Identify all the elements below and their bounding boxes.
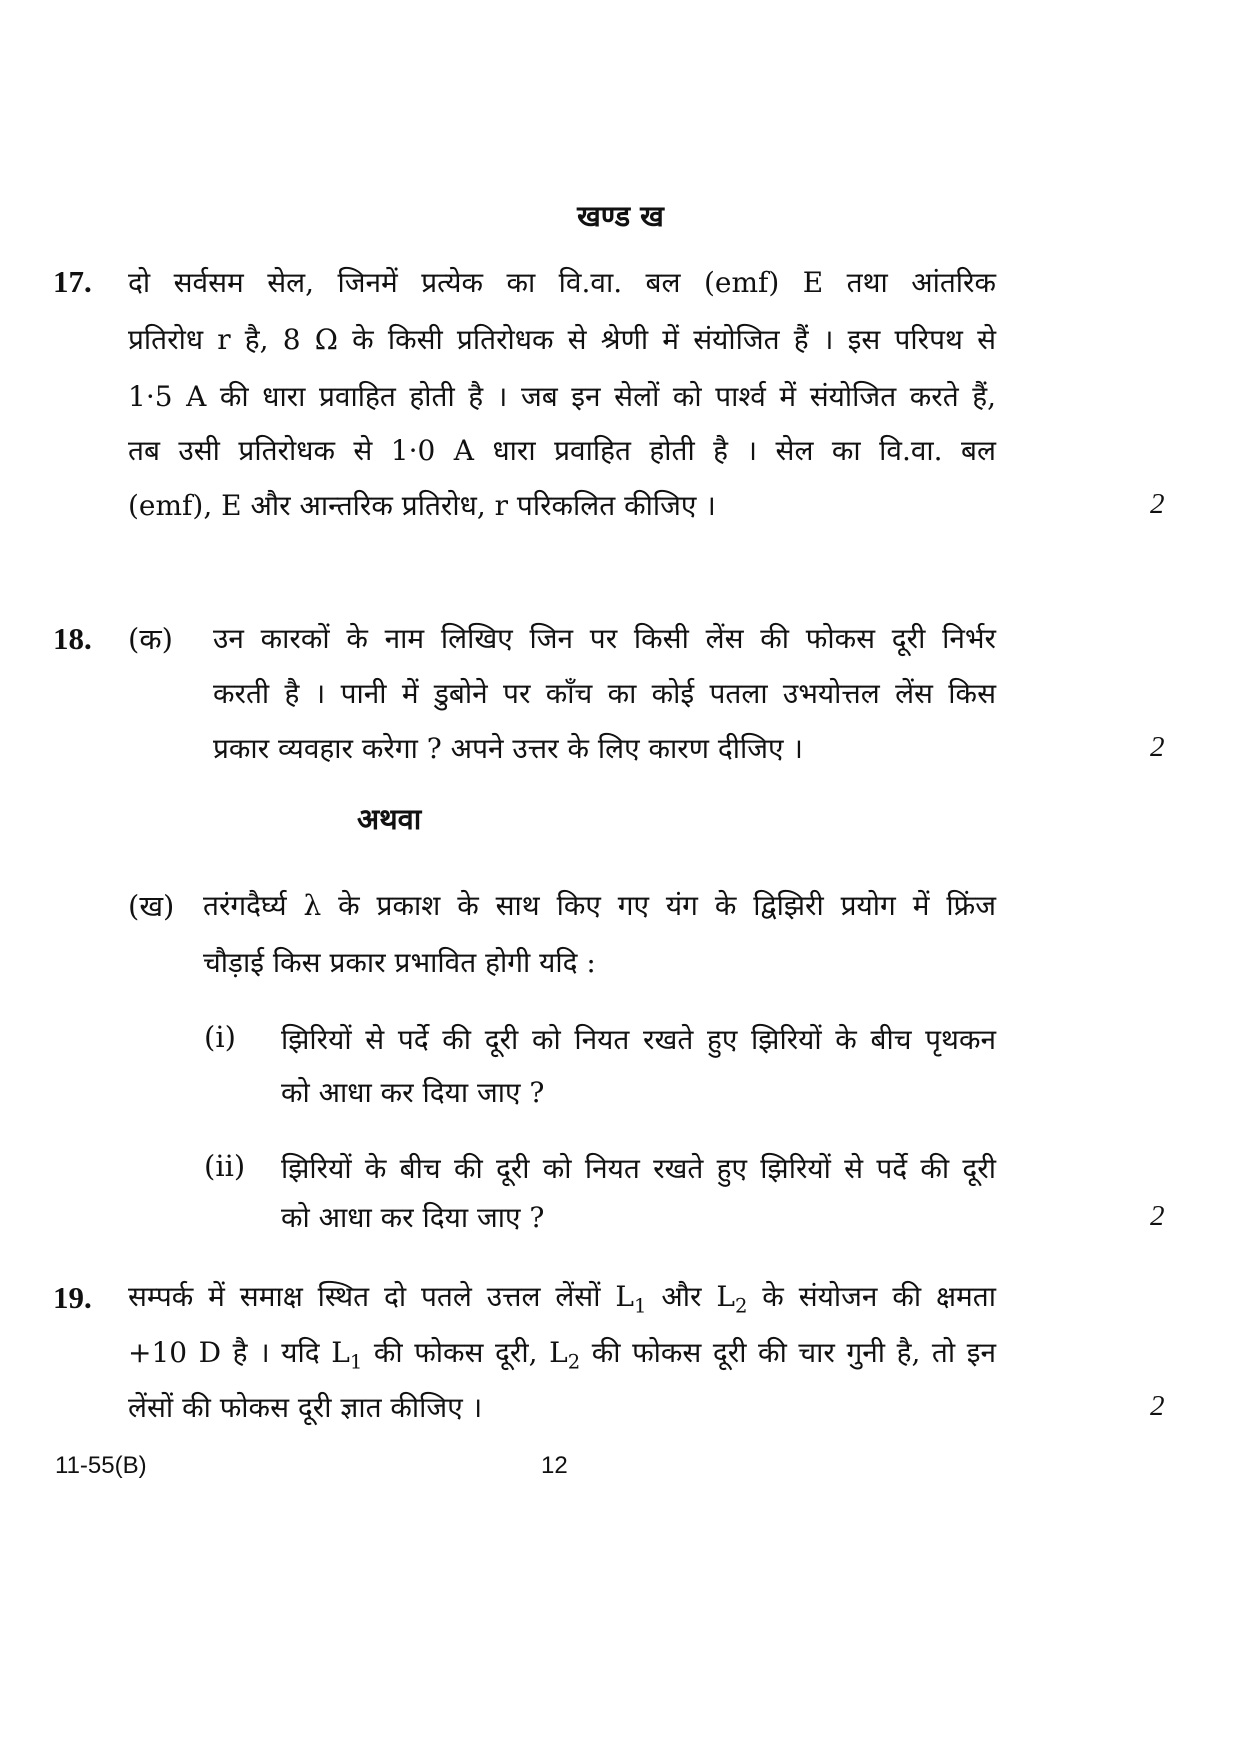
question-18b-line-1: तरंगदैर्घ्य λ के प्रकाश के साथ किए गए यंग के द्विझिरी प्रयोग में फ्रिंज	[203, 889, 996, 922]
question-19-line-1: सम्पर्क में समाक्ष स्थित दो पतले उत्तल लेंसों $L_1$ और $L_2$ के संयोजन की क्षमता	[128, 1280, 996, 1318]
question-19-line-2: +10 D है । यदि $L_1$ की फोकस दूरी, $L_2$ की फोकस दूरी की चार गुनी है, तो इन	[128, 1336, 996, 1374]
question-18-number: 18.	[53, 621, 92, 656]
question-18b-ii-line-2: को आधा कर दिया जाए ?	[281, 1201, 545, 1234]
question-18b-line-2: चौड़ाई किस प्रकार प्रभावित होगी यदि :	[203, 946, 596, 979]
question-18b-label: (ख)	[128, 889, 175, 923]
question-17-marks: 2	[1150, 488, 1165, 520]
question-17-line-1: दो सर्वसम सेल, जिनमें प्रत्येक का वि.वा. बल (emf) E तथा आंतरिक	[128, 266, 996, 299]
question-18a-label: (क)	[128, 622, 173, 656]
question-17-number: 17.	[53, 264, 92, 299]
footer-code: 11-55(B)	[55, 1452, 147, 1479]
question-17-line-2: प्रतिरोध r है, 8 Ω के किसी प्रतिरोधक से श्रेणी में संयोजित हैं । इस परिपथ से	[128, 323, 996, 356]
question-17-line-5: (emf), E और आन्तरिक प्रतिरोध, r परिकलित कीजिए ।	[128, 489, 716, 522]
question-19-number: 19.	[53, 1280, 92, 1315]
question-18a-line-1: उन कारकों के नाम लिखिए जिन पर किसी लेंस की फोकस दूरी निर्भर	[213, 622, 996, 655]
or-label: अथवा	[357, 802, 422, 836]
question-19-line-3: लेंसों की फोकस दूरी ज्ञात कीजिए ।	[128, 1391, 483, 1424]
question-17-line-3: 1·5 A की धारा प्रवाहित होती है । जब इन सेलों को पार्श्व में संयोजित करते हैं,	[128, 380, 996, 413]
question-17-line-4: तब उसी प्रतिरोधक से 1·0 A धारा प्रवाहित होती है । सेल का वि.वा. बल	[128, 434, 996, 467]
question-18b-i-line-1: झिरियों से पर्दे की दूरी को नियत रखते हुए झिरियों के बीच पृथकन	[281, 1023, 996, 1056]
question-18a-line-3: प्रकार व्यवहार करेगा ? अपने उत्तर के लिए कारण दीजिए ।	[213, 732, 803, 765]
page-number: 12	[541, 1452, 568, 1479]
question-18b-i-label: (i)	[204, 1020, 236, 1054]
question-18b-ii-label: (ii)	[204, 1149, 246, 1183]
question-18a-marks: 2	[1150, 731, 1165, 763]
section-title: खण्ड ख	[577, 199, 664, 233]
question-18b-i-line-2: को आधा कर दिया जाए ?	[281, 1076, 545, 1109]
question-18b-marks: 2	[1150, 1200, 1165, 1232]
question-19-marks: 2	[1150, 1390, 1165, 1422]
question-18b-ii-line-1: झिरियों के बीच की दूरी को नियत रखते हुए झिरियों से पर्दे की दूरी	[281, 1152, 996, 1185]
question-18a-line-2: करती है । पानी में डुबोने पर काँच का कोई पतला उभयोत्तल लेंस किस	[213, 677, 996, 710]
